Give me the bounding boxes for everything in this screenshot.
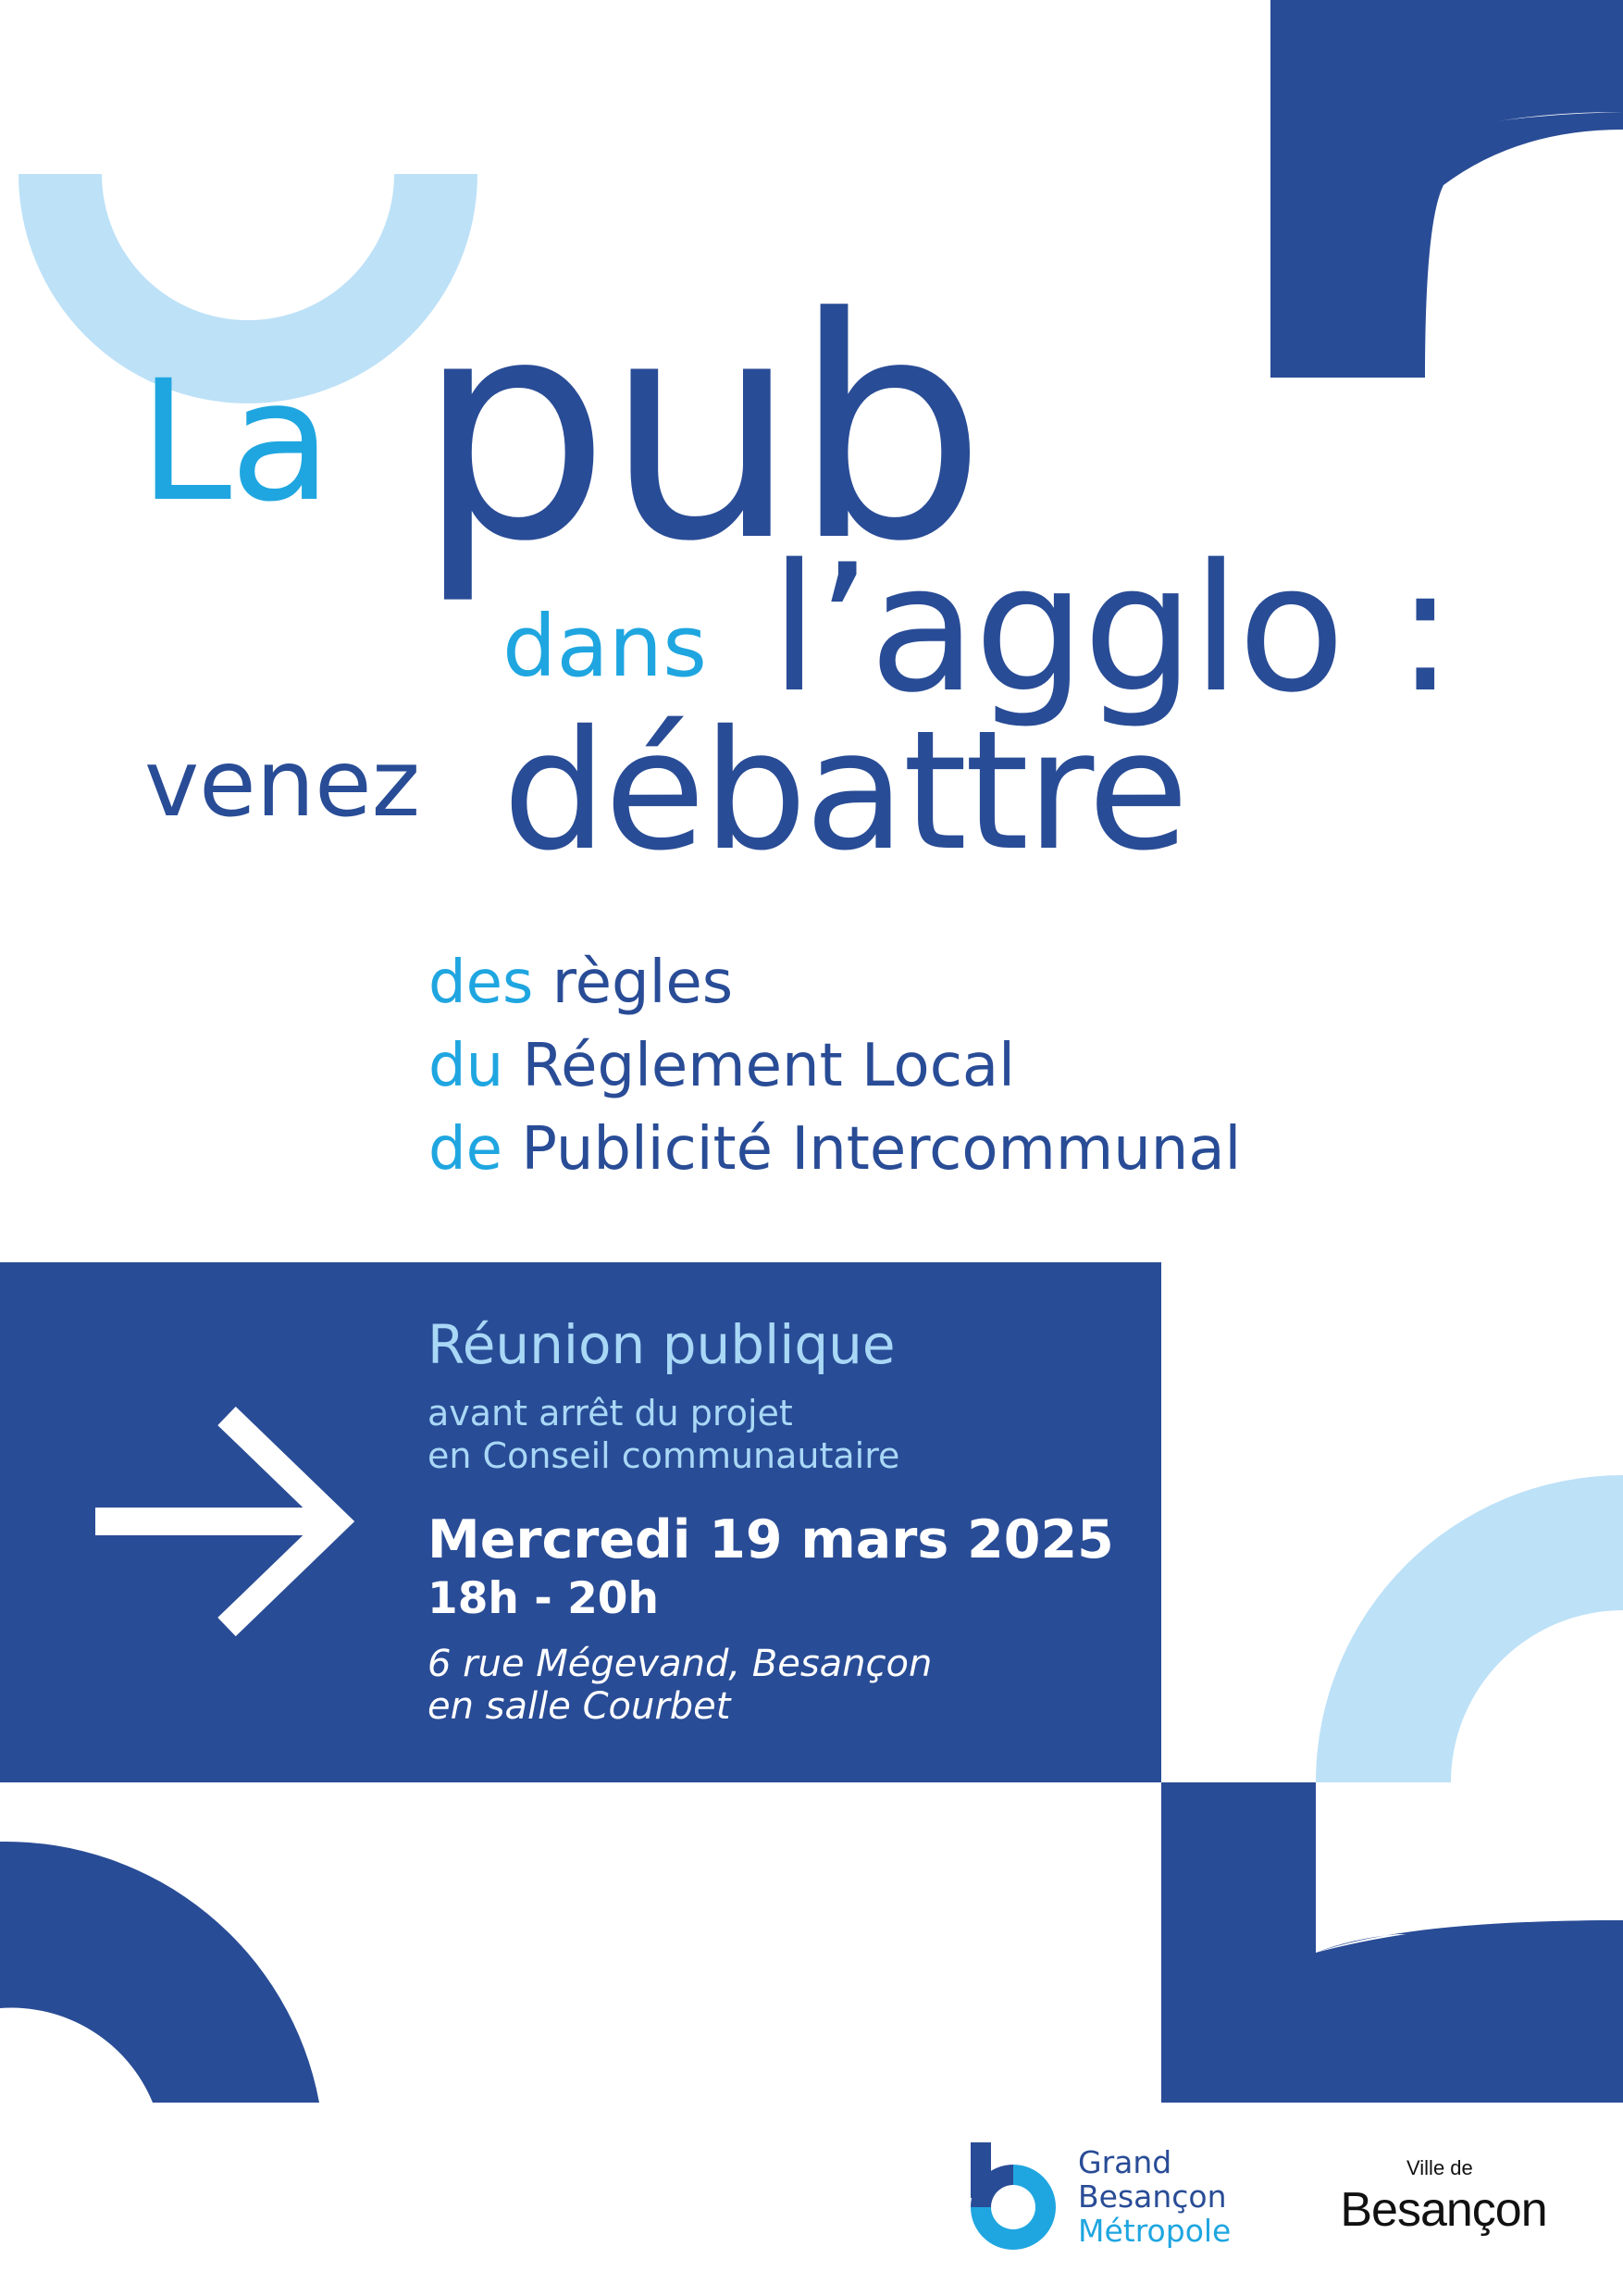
title-debattre: débattre	[502, 695, 1186, 887]
rule-text: règles	[551, 949, 734, 1017]
dark-ring-bottom-left	[0, 1842, 319, 2103]
rule-line-2	[428, 1032, 1015, 1100]
rule-line-3	[428, 1115, 1242, 1184]
gbm-line-grand: Grand	[1078, 2144, 1172, 2180]
rule-prefix: des	[428, 949, 534, 1017]
gbm-line-besancon: Besançon	[1078, 2178, 1227, 2215]
meeting-context-line-2: en Conseil communautaire	[427, 1435, 900, 1476]
title-dans: dans	[502, 597, 708, 696]
vdb-small: Ville de	[1406, 2156, 1473, 2179]
rule-text: Publicité Intercommunal	[521, 1115, 1242, 1184]
rule-prefix: du	[428, 1032, 504, 1100]
meeting-time: 18h - 20h	[427, 1573, 659, 1624]
meeting-date: Mercredi 19 mars 2025	[427, 1509, 1114, 1570]
title-la: La	[139, 345, 330, 539]
image-credit: image in france	[1519, 1997, 1534, 2099]
title-venez: venez	[144, 729, 421, 838]
rule-prefix: de	[428, 1115, 502, 1184]
meeting-address: 6 rue Mégevand, Besançon	[427, 1643, 933, 1685]
title-agglo: l’agglo :	[770, 527, 1453, 731]
grand-besancon-b-logo-icon	[967, 2142, 1059, 2253]
rule-text: Réglement Local	[522, 1032, 1015, 1100]
gbm-logo-text	[1078, 2145, 1231, 2248]
ville-de-besancon-logo	[1332, 2156, 1555, 2238]
right-arrow-icon	[88, 1407, 356, 1638]
pale-arc-right	[1316, 1475, 1623, 1782]
meeting-room: en salle Courbet	[427, 1685, 731, 1728]
vdb-big: Besançon	[1340, 2183, 1547, 2237]
gbm-line-metropole: Métropole	[1078, 2213, 1232, 2249]
rule-line-1	[428, 949, 734, 1017]
meeting-context-line-1: avant arrêt du projet	[427, 1393, 793, 1433]
meeting-heading: Réunion publique	[427, 1313, 896, 1376]
title-pub: pub	[416, 253, 982, 608]
